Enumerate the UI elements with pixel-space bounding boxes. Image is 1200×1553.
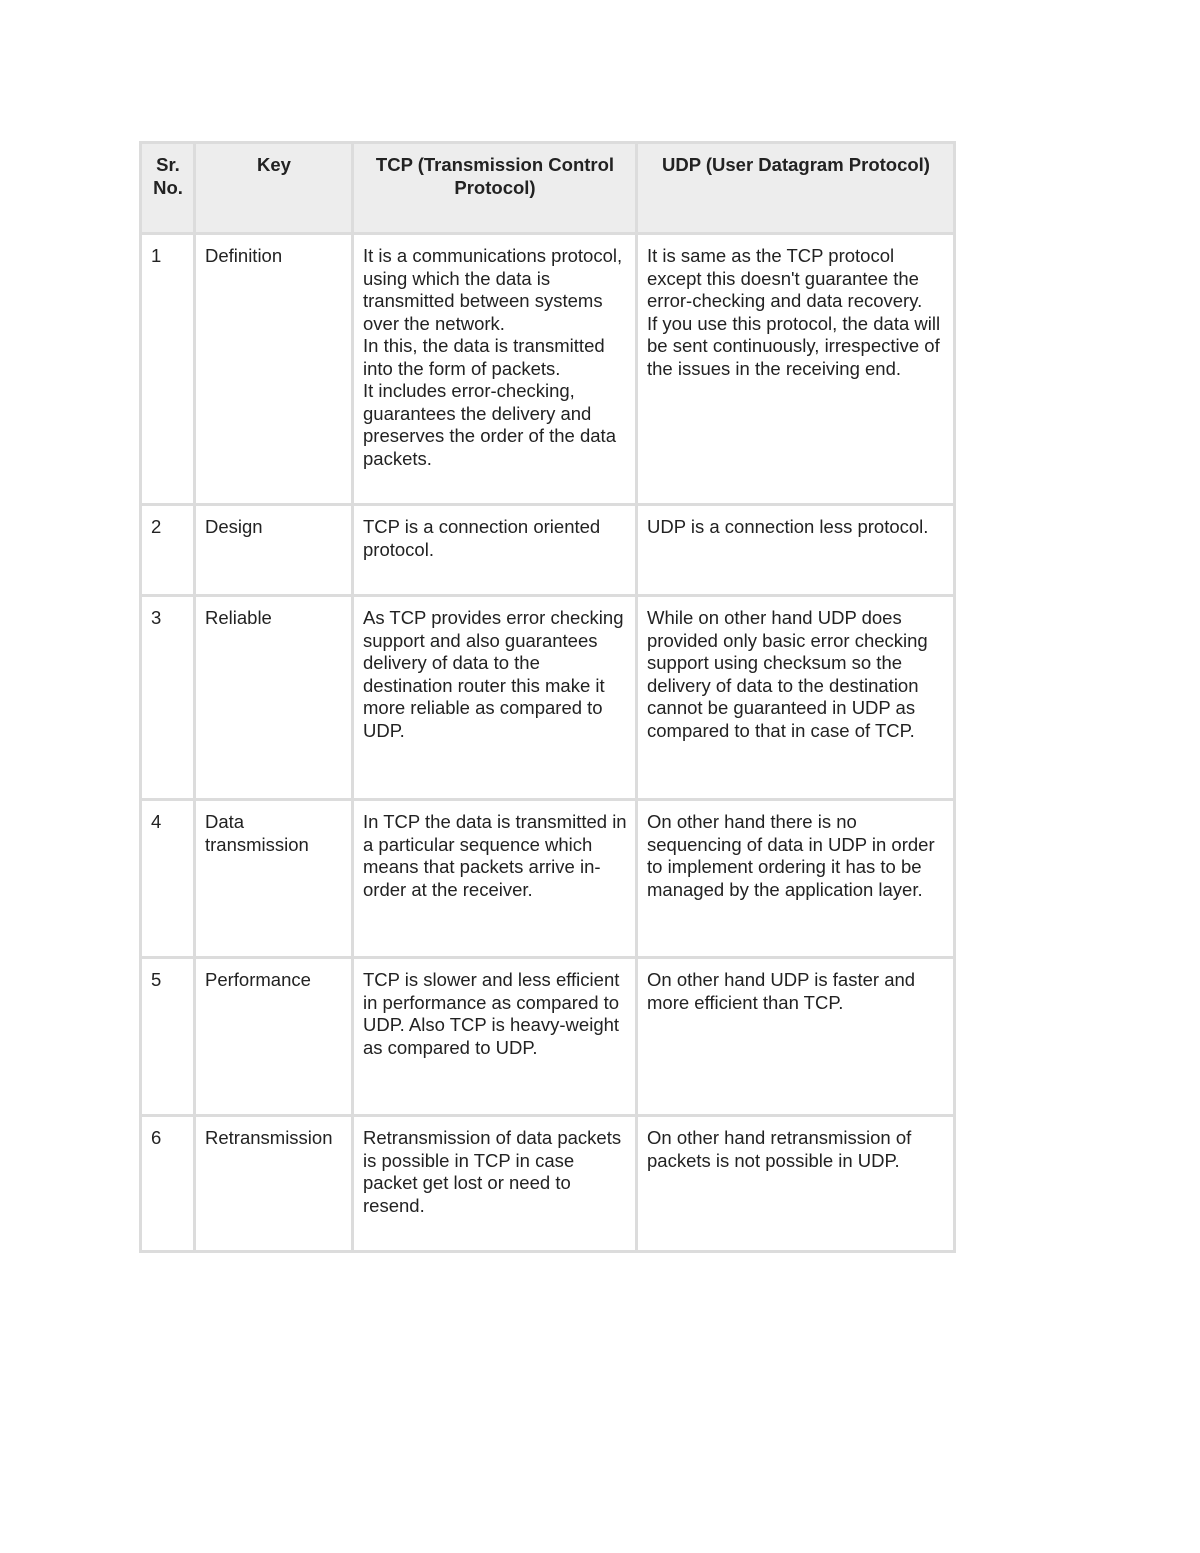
header-key: Key xyxy=(195,143,353,234)
cell-key: Design xyxy=(195,505,353,596)
cell-sr-no: 1 xyxy=(141,234,195,505)
table-row xyxy=(141,234,955,505)
cell-key: Reliable xyxy=(195,596,353,800)
table-body xyxy=(141,234,955,1252)
cell-tcp: It is a communications protocol, using which the data is transmitted between systems over the network. In this, the data is transmitted into the form of packets. It includes error-checking, guarantees the delivery and preserves the order of the data packets. xyxy=(353,234,637,505)
table-row xyxy=(141,1116,955,1252)
header-row xyxy=(141,143,955,234)
cell-key: Definition xyxy=(195,234,353,505)
header-sr-no: Sr. No. xyxy=(141,143,195,234)
cell-sr-no: 4 xyxy=(141,800,195,958)
cell-sr-no: 5 xyxy=(141,958,195,1116)
cell-key: Data transmission xyxy=(195,800,353,958)
cell-sr-no: 2 xyxy=(141,505,195,596)
cell-key: Performance xyxy=(195,958,353,1116)
table-row xyxy=(141,596,955,800)
cell-udp: On other hand UDP is faster and more efficient than TCP. xyxy=(637,958,955,1116)
cell-sr-no: 3 xyxy=(141,596,195,800)
cell-udp: While on other hand UDP does provided only basic error checking support using checksum so the delivery of data to the destination cannot be guaranteed in UDP as compared to that in case of TCP. xyxy=(637,596,955,800)
header-udp: UDP (User Datagram Protocol) xyxy=(637,143,955,234)
cell-tcp: As TCP provides error checking support and also guarantees delivery of data to the destination router this make it more reliable as compared to UDP. xyxy=(353,596,637,800)
cell-key: Retransmission xyxy=(195,1116,353,1252)
cell-sr-no: 6 xyxy=(141,1116,195,1252)
table-header xyxy=(141,143,955,234)
cell-udp: On other hand there is no sequencing of data in UDP in order to implement ordering it has to be managed by the application layer. xyxy=(637,800,955,958)
table-row xyxy=(141,958,955,1116)
cell-udp: UDP is a connection less protocol. xyxy=(637,505,955,596)
cell-tcp: TCP is a connection oriented protocol. xyxy=(353,505,637,596)
table-row xyxy=(141,800,955,958)
table-row xyxy=(141,505,955,596)
cell-tcp: Retransmission of data packets is possible in TCP in case packet get lost or need to resend. xyxy=(353,1116,637,1252)
tcp-udp-comparison-table xyxy=(139,141,956,1253)
cell-udp: On other hand retransmission of packets is not possible in UDP. xyxy=(637,1116,955,1252)
header-tcp: TCP (Transmission Control Protocol) xyxy=(353,143,637,234)
cell-udp: It is same as the TCP protocol except this doesn't guarantee the error-checking and data recovery. If you use this protocol, the data will be sent continuously, irrespective of the issues in the receiving end. xyxy=(637,234,955,505)
cell-tcp: TCP is slower and less efficient in performance as compared to UDP. Also TCP is heavy-weight as compared to UDP. xyxy=(353,958,637,1116)
cell-tcp: In TCP the data is transmitted in a particular sequence which means that packets arrive in-order at the receiver. xyxy=(353,800,637,958)
